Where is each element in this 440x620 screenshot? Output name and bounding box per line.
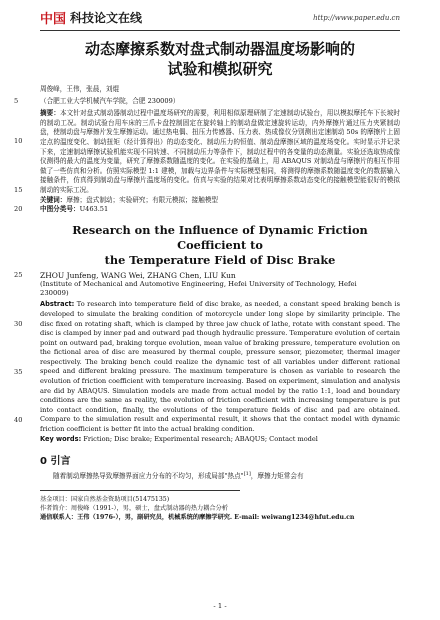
chinese-keywords	[40, 196, 400, 206]
english-title-line2: the Temperature Field of Disc Brake	[104, 252, 336, 267]
section-heading-introduction: 0 引言	[40, 456, 71, 468]
english-affiliation	[40, 280, 400, 298]
chinese-affiliation	[14, 96, 400, 107]
english-keywords	[40, 435, 400, 445]
line-number-40: 40	[14, 416, 23, 425]
introduction-paragraph	[40, 470, 400, 482]
chinese-clc-text: U463.51	[79, 205, 109, 214]
english-affiliation-line2: 230009)	[40, 289, 69, 298]
line-number-35: 35	[14, 368, 23, 377]
site-logo[interactable]	[40, 4, 142, 27]
chinese-title	[40, 39, 400, 79]
site-url[interactable]: http://www.paper.edu.cn	[313, 14, 400, 22]
line-number-10: 10	[14, 137, 23, 146]
chinese-affiliation-text: （合肥工业大学机械汽车学院，合肥 230009）	[40, 96, 180, 105]
chinese-abstract-text: 本文针对盘式制动器制动过程中温度场研究的需要，利用相似原理研制了定速制动试验台，用以模拟摩托车下长坡时的制动工况。制动试验台用车床的三爪卡盘控制固定在旋转轴上的制动盘做定速旋转运动，内外摩擦片通过压力夹紧制动盘，使制动盘与摩擦片发生摩擦运动。通过热电偶、扭压力传感器、压力表、热成像仪分别测出定速制动 50s 的摩擦片上固定点的温度变化、制动扭矩（经计算得出）的动态变化、制动压力的恒值、制动盘摩擦区域的温度场变化。实时显示并记录下来，定速制动摩擦试验机能实现不同转速、不同制动压力等条件下，制动过程中的各变量的动态测量。实验还选取热成像仪测得的最大的温度为变量，研究了摩擦系数随温度的变化。在实验的基础上，用 ABAQUS 对制动盘与摩擦片的相互作用做了一些仿真和分析。仿照实际模型 1:1 建模，加载与边界条件与实际模型相同，将测得的摩擦系数随温度变化的数据输入接触条件，仿真得到制动盘与摩擦片温度场的变化。仿真与实验的结果对比表明摩擦系数动态变化的接触模型能很好的模拟制动的实际工况。	[40, 109, 401, 194]
english-authors-text: ZHOU Junfeng, WANG Wei, ZHANG Chen, LIU Kun	[40, 270, 236, 280]
chinese-authors-text: 周俊峰，王伟，张晨，刘焜	[40, 85, 120, 93]
english-authors	[14, 270, 400, 281]
chinese-keywords-text: 摩擦；盘式制动；实验研究；有限元模拟；接触模型	[66, 195, 219, 204]
chinese-clc	[14, 205, 400, 215]
footnote-contact: 通信联系人：王伟（1976-），男，副研究员，机械系统的摩擦学研究. E-mail: weiwang1234@hfut.edu.cn	[40, 514, 355, 521]
english-title	[40, 223, 400, 268]
page-number: - 1 -	[213, 602, 227, 610]
chinese-abstract	[14, 109, 401, 195]
line-number-5: 5	[14, 96, 19, 105]
page-header	[40, 0, 400, 31]
logo-main-text: 科技论文在线	[70, 10, 143, 25]
citation-superscript[interactable]: [1]	[243, 471, 251, 478]
line-number-30: 30	[14, 320, 23, 329]
chinese-keywords-label: 关键词：	[40, 195, 67, 204]
line-number-20: 20	[14, 205, 23, 214]
english-keywords-text: Friction; Disc brake; Experimental research; ABAQUS; Contact model	[81, 434, 318, 443]
chinese-title-line2: 试验和模拟研究	[167, 60, 273, 78]
english-keywords-label: Key words:	[40, 434, 82, 443]
logo-red-text: 中国	[40, 11, 67, 27]
english-affiliation-line1: (Institute of Mechanical and Automotive Engineering, Hefei University of Technology, Hefei	[40, 280, 357, 289]
chinese-clc-label: 中图分类号：	[40, 205, 80, 214]
chinese-abstract-label: 摘要：	[40, 109, 61, 118]
english-title-line1: Research on the Influence of Dynamic Friction Coefficient to	[72, 222, 368, 252]
english-abstract	[14, 300, 400, 434]
english-abstract-label: Abstract:	[40, 300, 75, 309]
line-number-15: 15	[14, 186, 23, 195]
footnote-fund: 基金项目：国家自然基金资助项目(51475135)	[40, 496, 170, 503]
footnotes	[40, 490, 355, 522]
introduction-text-after: ，摩擦力矩常会有	[250, 472, 304, 481]
english-abstract-text: To research into temperature field of disc brake, as needed, a constant speed braking bench is developed to simulate the braking condition of motorcycle under long slope by similarity principle. The disc fixed on rotating shaft, which is clamped by three jaw chuck of lathe, rotate with constant speed. The disc is clamped by inner pad and outward pad though hydraulic pressure. Temperature evolution of certain point on outward pad, braking torque evolution, mean value of braking pressure, temperature evolution on the fictional area of disc are measured by thermal couple, pressure sensor, piezometer, thermal imager respectively. The braking bench could realize the dynamic test of all variables under different rational speed and different braking pressure. The maximum temperature is chosen as variable to research the evolution of friction coefficient with temperature increasing. Based on experiment, simulation and analysis are did by ABAQUS. Simulation models are made from actual model by the ratio 1:1, load and boundary conditions are the same as reality, the evolution of friction coefficient with increasing temperature is put into contact condition, finally, the evolutions of the temperature fields of disc and pad are obtained. Compare to the simulation result and experimental result, it shows that the contact model with dynamic friction coefficient is better fit into the actual braking condition.	[40, 300, 400, 434]
line-number-25: 25	[14, 270, 23, 279]
chinese-title-line1: 动态摩擦系数对盘式制动器温度场影响的	[84, 40, 355, 58]
chinese-authors	[40, 85, 400, 95]
introduction-text: 随着制动摩擦热导致摩擦界面应力分布的不均匀，形成局部"热点"	[53, 472, 244, 481]
footnote-author: 作者简介：周俊峰（1991-），男，硕士，盘式制动器的热力耦合分析	[40, 505, 228, 512]
